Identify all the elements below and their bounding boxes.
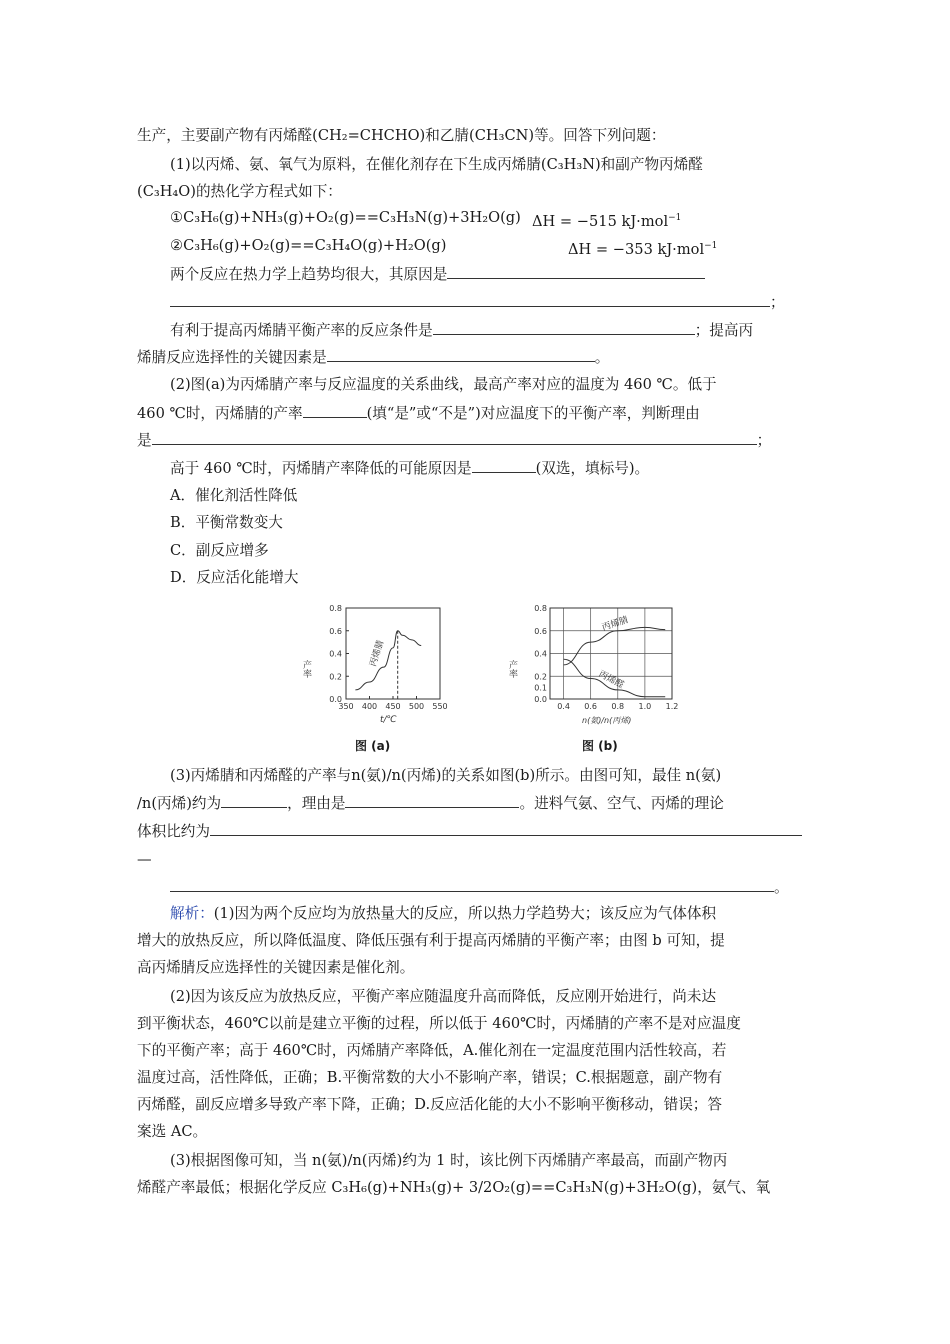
figure-b bbox=[507, 598, 679, 728]
figure-a-ytick-label: 0.4 bbox=[329, 649, 342, 659]
option-a: A．催化剂活性降低 bbox=[170, 487, 298, 504]
question-1a: 两个反应在热力学上趋势均很大，其原因是 bbox=[170, 264, 705, 285]
figure-a-xtick-label: 350 bbox=[338, 702, 354, 711]
analysis-label: 解析： bbox=[170, 905, 214, 922]
equation-2: ②C₃H₆(g)+O₂(g)==C₃H₄O(g)+H₂O(g) bbox=[170, 237, 447, 254]
figure-b-xtick-label: 1.2 bbox=[665, 702, 679, 711]
question-1c: 烯腈反应选择性的关键因素是 。 bbox=[137, 349, 610, 366]
figure-a-curve-acrylonitrile bbox=[355, 631, 421, 690]
analysis-line: (3)根据图像可知，当 n(氨)/n(丙烯)约为 1 时，该比例下丙烯腈产率最高，而副产物丙 bbox=[170, 1152, 728, 1169]
question-2b: 460 ℃时，丙烯腈的产率 (填“是”或“不是”)对应温度下的平衡产率，判断理由 bbox=[137, 405, 700, 422]
figure-b-xlabel: n(氨)/n(丙烯) bbox=[582, 716, 632, 725]
figure-a-ylabel: 产率 bbox=[301, 660, 311, 678]
figure-a-xtick-label: 550 bbox=[432, 702, 448, 711]
option-b: B．平衡常数变大 bbox=[170, 514, 283, 531]
figure-a-frame bbox=[346, 608, 440, 699]
text-line: (1)以丙烯、氨、氧气为原料，在催化剂存在下生成丙烯腈(C₃H₃N)和副产物丙烯醛 bbox=[170, 156, 703, 173]
figure-b-xtick-label: 0.4 bbox=[557, 702, 570, 711]
figure-b-xtick-label: 0.8 bbox=[611, 702, 625, 711]
analysis-line: 案选 AC。 bbox=[137, 1123, 208, 1140]
equation-1: ①C₃H₆(g)+NH₃(g)+O₂(g)==C₃H₃N(g)+3H₂O(g) bbox=[170, 209, 521, 226]
question-2d: 高于 460 ℃时，丙烯腈产率降低的可能原因是 (双选，填标号)。 bbox=[170, 460, 650, 477]
analysis-line: 烯醛产率最低；根据化学反应 C₃H₆(g)+NH₃(g)+ 3/2O₂(g)==C₃H₃N(g)+3H₂O(g)，氨气、氧 bbox=[137, 1179, 771, 1196]
answer-blank[interactable] bbox=[221, 793, 287, 808]
dash-mark: — bbox=[137, 851, 152, 868]
figure-b-curve-acrylonitrile bbox=[564, 627, 666, 665]
figure-b-ytick-label: 0.8 bbox=[534, 604, 547, 613]
figure-a bbox=[300, 598, 460, 726]
figure-b-ytick-label: 0.6 bbox=[534, 626, 547, 636]
question-3b: /n(丙烯)约为 ，理由是 。进料气氨、空气、丙烯的理论 bbox=[137, 795, 724, 812]
answer-blank[interactable] bbox=[170, 292, 770, 307]
answer-blank[interactable] bbox=[152, 430, 757, 445]
question-1b: 有利于提高丙烯腈平衡产率的反应条件是 ；提高丙 bbox=[170, 322, 754, 339]
analysis-line: 高丙烯腈反应选择性的关键因素是催化剂。 bbox=[137, 959, 415, 976]
figure-a-curve-label: 丙烯腈 bbox=[368, 639, 387, 669]
figure-b-xtick-label: 0.6 bbox=[584, 702, 598, 711]
figure-a-xtick-label: 400 bbox=[361, 702, 378, 711]
figure-a-ytick-label: 0.6 bbox=[329, 626, 342, 636]
figure-a-xtick-label: 450 bbox=[385, 702, 401, 711]
figure-a-caption: 图 (a) bbox=[355, 739, 391, 753]
figure-b-curve2-label: 丙烯醛 bbox=[596, 669, 626, 691]
equation-1-enthalpy: ΔH = −515 kJ·mol$^{-1}$ bbox=[532, 213, 682, 230]
figure-b-ytick-label: 0.4 bbox=[534, 649, 547, 659]
figure-a-ytick-label: 0.0 bbox=[329, 695, 342, 704]
answer-blank[interactable] bbox=[210, 821, 802, 836]
answer-blank[interactable] bbox=[433, 320, 695, 335]
answer-blank[interactable] bbox=[170, 877, 774, 892]
answer-blank[interactable] bbox=[447, 264, 705, 279]
figure-b-caption: 图 (b) bbox=[582, 739, 618, 753]
analysis-line: (2)因为该反应为放热反应，平衡产率应随温度升高而降低，反应刚开始进行，尚未达 bbox=[170, 988, 717, 1005]
figure-a-ytick-label: 0.2 bbox=[329, 672, 342, 682]
equation-2-enthalpy: ΔH = −353 kJ·mol$^{-1}$ bbox=[568, 241, 718, 258]
figure-a-xlabel: t/℃ bbox=[380, 715, 397, 725]
question-2a: (2)图(a)为丙烯腈产率与反应温度的关系曲线，最高产率对应的温度为 460 ℃。低于 bbox=[170, 376, 717, 393]
figure-b-curve1-label: 丙烯腈 bbox=[600, 615, 630, 634]
answer-blank[interactable] bbox=[303, 403, 367, 418]
analysis-line: 解析：(1)因为两个反应均为放热量大的反应，所以热力学趋势大；该反应为气体体积 bbox=[170, 905, 717, 922]
option-d: D．反应活化能增大 bbox=[170, 569, 299, 586]
question-3a: (3)丙烯腈和丙烯醛的产率与n(氨)/n(丙烯)的关系如图(b)所示。由图可知，最佳 n(氨) bbox=[170, 767, 722, 784]
text-line: (C₃H₄O)的热化学方程式如下： bbox=[137, 183, 342, 200]
question-2c: 是 ； bbox=[137, 432, 772, 449]
analysis-line: 下的平衡产率；高于 460℃时，丙烯腈产率降低，A.催化剂在一定温度范围内活性较高，若 bbox=[137, 1042, 727, 1059]
figure-b-ytick-label: 0.0 bbox=[534, 695, 547, 704]
analysis-line: 增大的放热反应，所以降低温度、降低压强有利于提高丙烯腈的平衡产率；由图 b 可知，提 bbox=[137, 932, 725, 949]
analysis-line: 丙烯醛，副反应增多导致产率下降，正确；D.反应活化能的大小不影响平衡移动，错误；答 bbox=[137, 1096, 722, 1113]
text-line: 生产，主要副产物有丙烯醛(CH₂=CHCHO)和乙腈(CH₃CN)等。回答下列问题： bbox=[137, 127, 666, 144]
answer-blank[interactable] bbox=[327, 347, 595, 362]
question-1a-cont: ； bbox=[170, 292, 785, 313]
analysis-line: 到平衡状态，460℃以前是建立平衡的过程，所以低于 460℃时，丙烯腈的产率不是对应温度 bbox=[137, 1015, 741, 1032]
question-3c: 体积比约为 bbox=[137, 821, 802, 842]
option-c: C．副反应增多 bbox=[170, 542, 269, 559]
figure-a-ytick-label: 0.8 bbox=[329, 604, 342, 613]
figure-a-xtick-label: 500 bbox=[408, 702, 425, 711]
answer-blank[interactable] bbox=[345, 793, 519, 808]
figure-b-ytick-label: 0.1 bbox=[534, 683, 547, 693]
question-3c-cont: 。 bbox=[170, 877, 789, 898]
figure-b-ylabel: 产率 bbox=[507, 660, 517, 678]
figure-b-ytick-label: 0.2 bbox=[534, 672, 547, 682]
figure-b-xtick-label: 1.0 bbox=[638, 702, 652, 711]
analysis-line: 温度过高，活性降低，正确；B.平衡常数的大小不影响产率，错误；C.根据题意，副产物有 bbox=[137, 1069, 723, 1086]
answer-blank[interactable] bbox=[472, 458, 536, 473]
